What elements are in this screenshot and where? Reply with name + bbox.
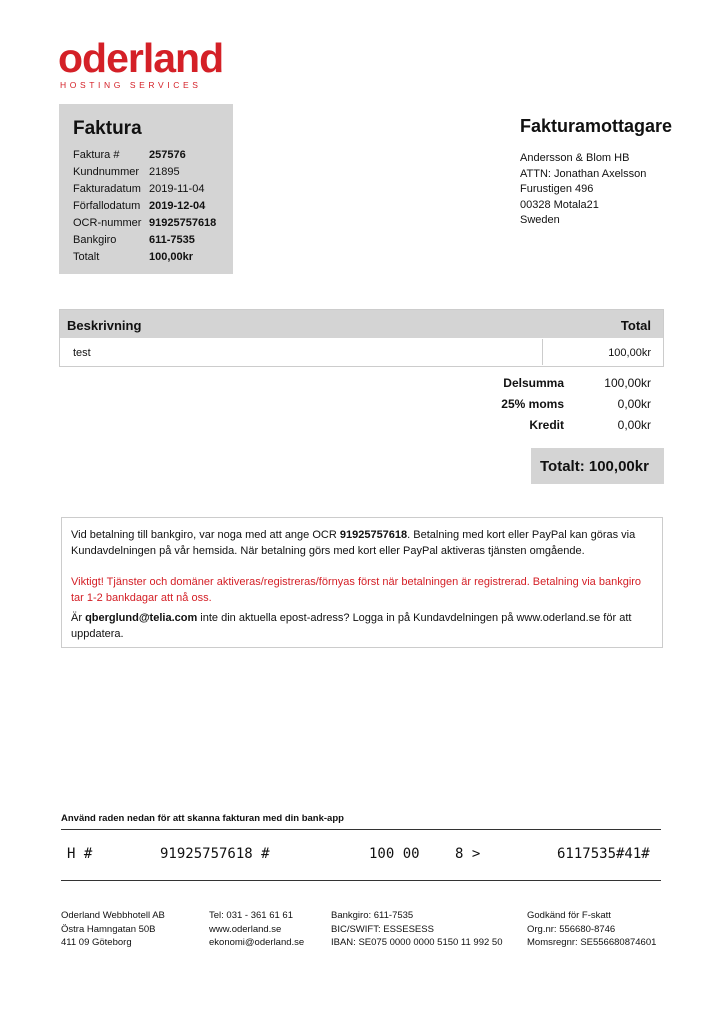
divider-line xyxy=(61,829,661,830)
footer-line: IBAN: SE075 0000 0000 5150 11 992 50 xyxy=(331,937,503,948)
footer-line: 411 09 Göteborg xyxy=(61,937,132,948)
note-text: Är xyxy=(71,612,86,624)
field-label: Faktura # xyxy=(73,149,120,161)
field-label: OCR-nummer xyxy=(73,217,142,229)
recipient-line: ATTN: Jonathan Axelsson xyxy=(520,167,647,180)
vat-value: 0,00kr xyxy=(617,397,651,411)
field-label: Totalt xyxy=(73,251,100,263)
invoice-info-box xyxy=(59,104,233,274)
recipient-line: Furustigen 496 xyxy=(520,183,594,195)
field-value: 2019-11-04 xyxy=(149,183,205,195)
ocr-part: 100 00 xyxy=(369,846,420,862)
ocr-part: 8 > xyxy=(455,846,481,862)
field-label: Förfallodatum xyxy=(73,200,141,212)
header-description: Beskrivning xyxy=(67,318,142,333)
note-text: inte din aktuella epost-adress? Logga in på Kundavdelningen på www.oderland.se för att uppdatera. xyxy=(71,612,632,640)
header-total: Total xyxy=(620,318,651,333)
logo-tagline: HOSTING SERVICES xyxy=(60,80,202,90)
credit-label: Kredit xyxy=(529,418,564,432)
field-value: 21895 xyxy=(149,166,180,178)
subtotal-label: Delsumma xyxy=(503,376,564,390)
credit-value: 0,00kr xyxy=(617,418,651,432)
field-value: 2019-12-04 xyxy=(149,200,206,212)
field-label: Kundnummer xyxy=(73,166,140,178)
column-divider xyxy=(542,339,543,365)
ocr-part: 6117535#41# xyxy=(557,846,650,862)
activation-warning: Viktigt! Tjänster och domäner aktiveras/registreras/förnyas först när betalningen är registrerad. Betalning via bankgiro tar 1-2 bankdagar att nå oss. xyxy=(71,576,642,604)
note-text: Vid betalning till bankgiro, var noga med att ange OCR xyxy=(71,529,340,541)
customer-email: qberglund@telia.com xyxy=(85,612,198,624)
field-value: 100,00kr xyxy=(149,251,194,263)
subtotal-value: 100,00kr xyxy=(604,376,651,390)
table-row xyxy=(60,339,663,365)
table-header xyxy=(60,310,663,338)
recipient-line: Sweden xyxy=(520,214,560,226)
vat-label: 25% moms xyxy=(501,397,564,411)
email-notice xyxy=(71,611,654,642)
footer-contact xyxy=(209,909,304,950)
field-value: 257576 xyxy=(149,149,186,161)
footer-line: Östra Hamngatan 50B xyxy=(61,923,156,935)
footer-line: ekonomi@oderland.se xyxy=(209,937,305,948)
ocr-part: H # xyxy=(67,846,93,862)
recipient-line: Andersson & Blom HB xyxy=(520,152,630,164)
footer-tax xyxy=(527,909,656,950)
invoice-title: Faktura xyxy=(73,118,142,139)
note-ocr: 91925757618 xyxy=(339,529,408,541)
divider-line xyxy=(61,880,661,881)
footer-line: Oderland Webbhotell AB xyxy=(61,910,165,921)
footer-line: BIC/SWIFT: ESSESESS xyxy=(331,923,434,935)
footer-line: www.oderland.se xyxy=(209,923,282,935)
field-label: Bankgiro xyxy=(73,234,117,246)
footer-line: Bankgiro: 611-7535 xyxy=(331,910,414,921)
recipient-address xyxy=(520,151,646,229)
summary-block xyxy=(0,376,721,436)
ocr-part: 91925757618 # xyxy=(160,846,270,862)
payment-note xyxy=(61,517,663,648)
footer-company xyxy=(61,909,165,950)
payment-instructions xyxy=(71,528,654,559)
footer-line: Org.nr: 556680-8746 xyxy=(527,923,616,935)
row-description: test xyxy=(73,347,91,359)
field-value: 611-7535 xyxy=(149,234,195,246)
recipient-title: Fakturamottagare xyxy=(520,116,673,136)
grand-total: Totalt: 100,00kr xyxy=(540,458,649,475)
grand-total-box xyxy=(531,448,664,484)
footer-line: Tel: 031 - 361 61 61 xyxy=(209,910,293,921)
logo-brand: oderland xyxy=(58,35,224,81)
row-total: 100,00kr xyxy=(608,347,651,359)
field-value: 91925757618 xyxy=(149,217,217,229)
footer-line: Momsregnr: SE556680874601 xyxy=(527,937,657,948)
field-label: Fakturadatum xyxy=(73,183,141,195)
recipient-line: 00328 Motala21 xyxy=(520,198,599,211)
company-logo xyxy=(58,35,238,90)
footer-bank xyxy=(331,909,503,950)
footer-line: Godkänd för F-skatt xyxy=(527,910,611,921)
note-text: . Betalning med kort eller PayPal kan göras via Kundavdelningen på vår hemsida. När betalning görs med kort eller PayPal aktiveras tjänsten omgående. xyxy=(71,529,636,557)
line-items-table xyxy=(59,309,664,367)
scan-instructions: Använd raden nedan för att skanna fakturan med din bank-app xyxy=(61,813,344,824)
